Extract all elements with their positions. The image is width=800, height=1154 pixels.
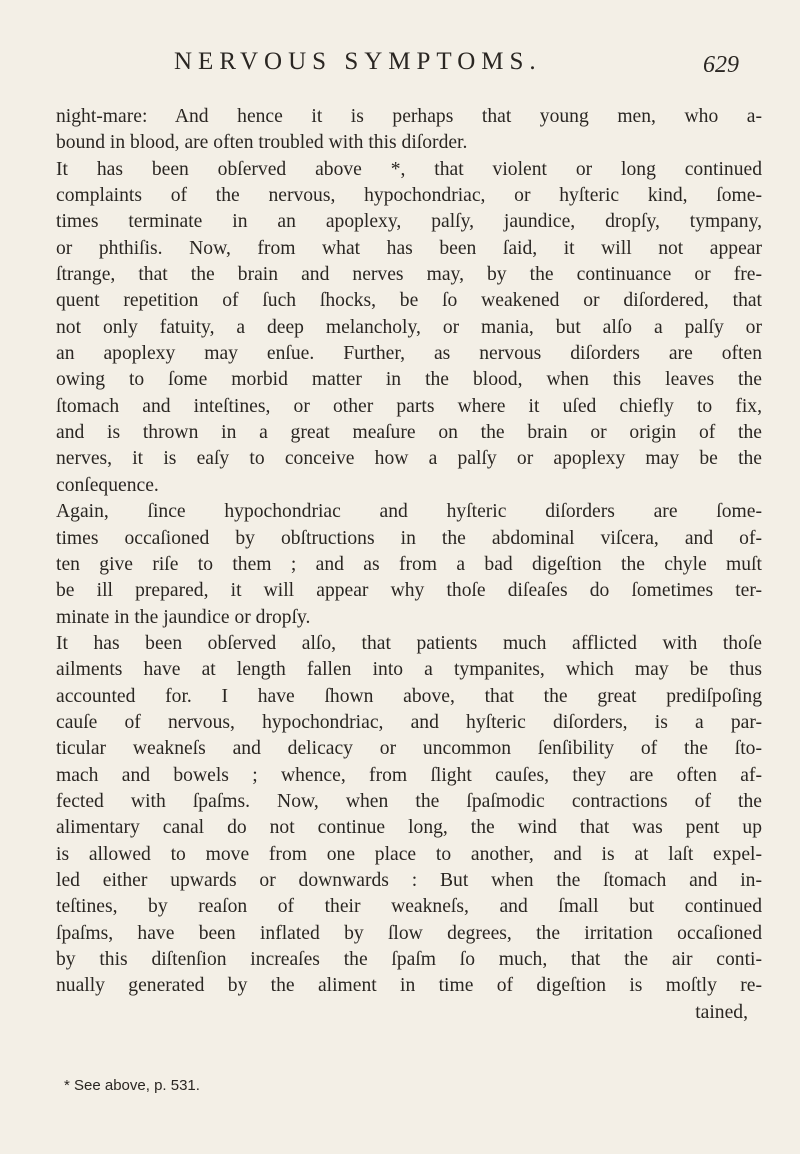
page-header: [0, 48, 800, 80]
text-line: and is thrown in a great meaſure on the brain or origin of the: [56, 422, 762, 444]
text-line: an apoplexy may enſue. Further, as nervous diſorders are often: [56, 343, 762, 365]
catchword: tained,: [695, 1001, 748, 1023]
body-text: [56, 104, 762, 1026]
text-line: accounted for. I have ſhown above, that the great prediſpoſing: [56, 685, 762, 707]
text-line: Again, ſince hypochondriac and hyſteric diſorders are ſome-: [56, 501, 762, 523]
text-line: It has been obſerved alſo, that patients much afflicted with thoſe: [56, 632, 762, 654]
text-line: night-mare: And hence it is perhaps that young men, who a-: [56, 106, 762, 127]
text-line: complaints of the nervous, hypochondriac, or hyſteric kind, ſome-: [56, 185, 762, 207]
text-line: ſtomach and inteſtines, or other parts where it uſed chiefly to fix,: [56, 395, 762, 417]
text-line: ſtrange, that the brain and nerves may, by the continuance or fre-: [56, 264, 762, 286]
text-line: not only fatuity, a deep melancholy, or mania, but alſo a palſy or: [56, 316, 762, 338]
text-line: nually generated by the aliment in time of digeſtion is moſtly re-: [56, 975, 762, 997]
text-line: ten give riſe to them ; and as from a bad digeſtion the chyle muſt: [56, 553, 762, 575]
text-line: owing to ſome morbid matter in the blood, when this leaves the: [56, 369, 762, 391]
text-line: It has been obſerved above *, that violent or long continued: [56, 158, 762, 180]
text-line: mach and bowels ; whence, from ſlight cauſes, they are often af-: [56, 764, 762, 786]
text-line: fected with ſpaſms. Now, when the ſpaſmodic contractions of the: [56, 790, 762, 812]
text-line: ailments have at length fallen into a tympanites, which may be thus: [56, 659, 762, 681]
text-line: nerves, it is eaſy to conceive how a palſy or apoplexy may be the: [56, 448, 762, 470]
text-line: conſequence.: [56, 474, 159, 496]
text-line: ſpaſms, have been inflated by ſlow degrees, the irritation occaſioned: [56, 922, 762, 944]
text-line: minate in the jaundice or dropſy.: [56, 606, 311, 628]
text-line: ticular weakneſs and delicacy or uncommon ſenſibility of the ſto-: [56, 738, 762, 760]
text-line: led either upwards or downwards : But when the ſtomach and in-: [56, 869, 762, 891]
page-number: 629: [703, 52, 739, 78]
text-line: cauſe of nervous, hypochondriac, and hyſteric diſorders, is a par-: [56, 711, 762, 733]
text-line: bound in blood, are often troubled with this diſorder.: [56, 132, 468, 154]
text-line: teſtines, by reaſon of their weakneſs, and ſmall but continued: [56, 896, 762, 918]
text-line: times occaſioned by obſtructions in the abdominal viſcera, and of-: [56, 527, 762, 549]
text-line: times terminate in an apoplexy, palſy, jaundice, dropſy, tympany,: [56, 211, 762, 233]
text-line: by this diſtenſion increaſes the ſpaſm ſo much, that the air conti-: [56, 949, 762, 970]
text-line: or phthiſis. Now, from what has been ſaid, it will not appear: [56, 237, 762, 259]
footnote: * See above, p. 531.: [64, 1077, 200, 1094]
text-line: quent repetition of ſuch ſhocks, be ſo weakened or diſordered, that: [56, 290, 762, 312]
text-line: is allowed to move from one place to another, and is at laſt expel-: [56, 843, 762, 865]
text-line: be ill prepared, it will appear why thoſe diſeaſes do ſometimes ter-: [56, 580, 762, 602]
text-line: alimentary canal do not continue long, the wind that was pent up: [56, 817, 762, 839]
running-head: NERVOUS SYMPTOMS.: [174, 48, 542, 75]
